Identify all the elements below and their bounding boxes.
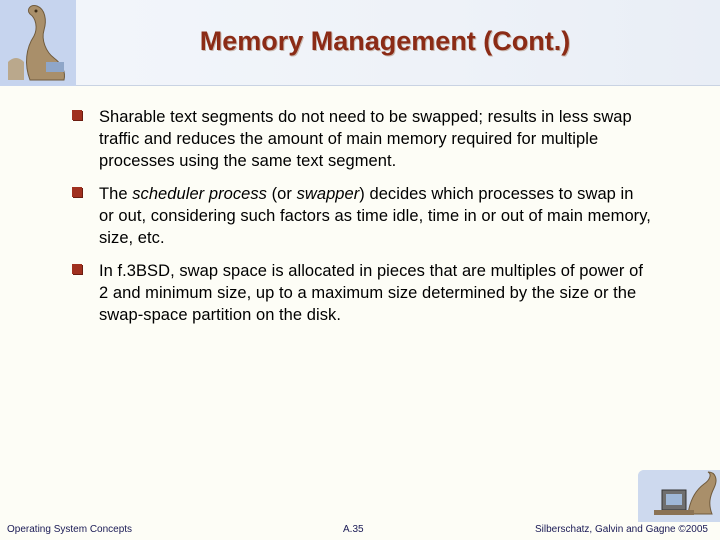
footer-course-title: Operating System Concepts (7, 524, 133, 535)
bullet-text: In f.3BSD, swap space is allocated in pieces that are multiples of power of 2 and minimum size, up to a maximum size determined by the size or the swap-space partition on the disk. (99, 262, 643, 324)
bullet-item (72, 106, 652, 172)
footer-copyright: Silberschatz, Galvin and Gagne ©2005 (534, 524, 708, 535)
bullet-list (72, 106, 652, 337)
dinosaur-computer-icon (638, 470, 720, 522)
slide-title: Memory Management (Cont.) (199, 26, 571, 56)
dinosaur-logo-icon (0, 0, 76, 86)
bullet-text: Sharable text segments do not need to be swapped; results in less swap traffic and reduces the amount of main memory required for multiple processes using the same text segment. (99, 108, 632, 170)
square-bullet-icon (72, 264, 82, 274)
footer-page-number: A.35 (343, 524, 364, 535)
footer (0, 518, 720, 540)
bullet-text: The scheduler process (or swapper) decides which processes to swap in or out, considering such factors as time idle, time in or out of main memory, size, etc. (99, 185, 651, 247)
square-bullet-icon (72, 110, 82, 120)
bullet-item (72, 260, 652, 326)
bullet-item (72, 183, 652, 249)
square-bullet-icon (72, 187, 82, 197)
